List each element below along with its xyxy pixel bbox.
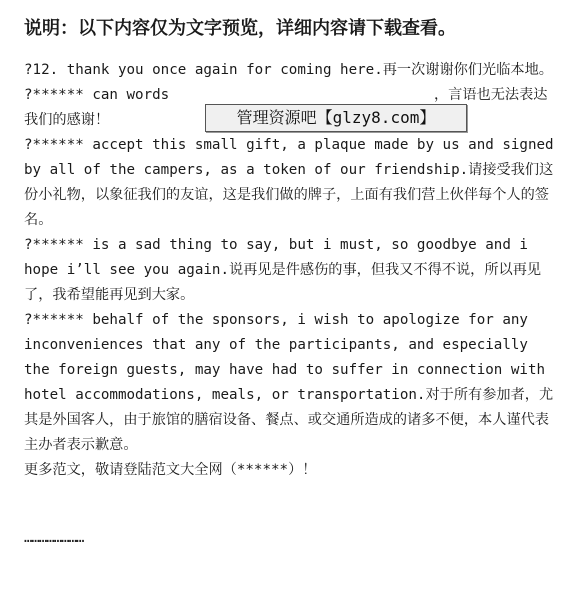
watermark-banner: 管理资源吧【glzy8.com】: [205, 104, 467, 132]
paragraph-thank-you: ?12. thank you once again for coming here.再一次谢谢你们光临本地。: [24, 62, 553, 78]
paragraph-small-gift: ?****** accept this small gift, a plaque made by us and signed by all of the campers, as a token of our friendship.请接受我们这份小礼物，以象征我们的友谊，这是我们做的牌子，上面有我们营上伙伴每个人的签名。: [24, 137, 563, 228]
ellipsis-divider: ……………………: [24, 530, 84, 546]
preview-notice: 说明：以下内容仅为文字预览，详细内容请下载查看。: [24, 18, 456, 39]
paragraph-goodbye: ?****** is a sad thing to say, but i must, so goodbye and i hope i’ll see you again.说再见是件感伤的事，但我又不得不说，所以再见了，我希望能再见到大家。: [24, 237, 542, 303]
paragraph-can-words: ?****** can words ，言语也无法表达我们的感谢！: [24, 87, 548, 128]
paragraph-more-samples: 更多范文，敬请登陆范文大全网（******）！: [24, 462, 317, 478]
paragraph-apology: ?****** behalf of the sponsors, i wish to apologize for any inconveniences that any of the participants, and especially the foreign guests, may have had to suffer in connection with hotel accommodations, meals, or transportation.对于所有参加者，尤其是外国客人，由于旅馆的膳宿设备、餐点、或交通所造成的诸多不便，本人谨代表主办者表示歉意。: [24, 312, 554, 453]
